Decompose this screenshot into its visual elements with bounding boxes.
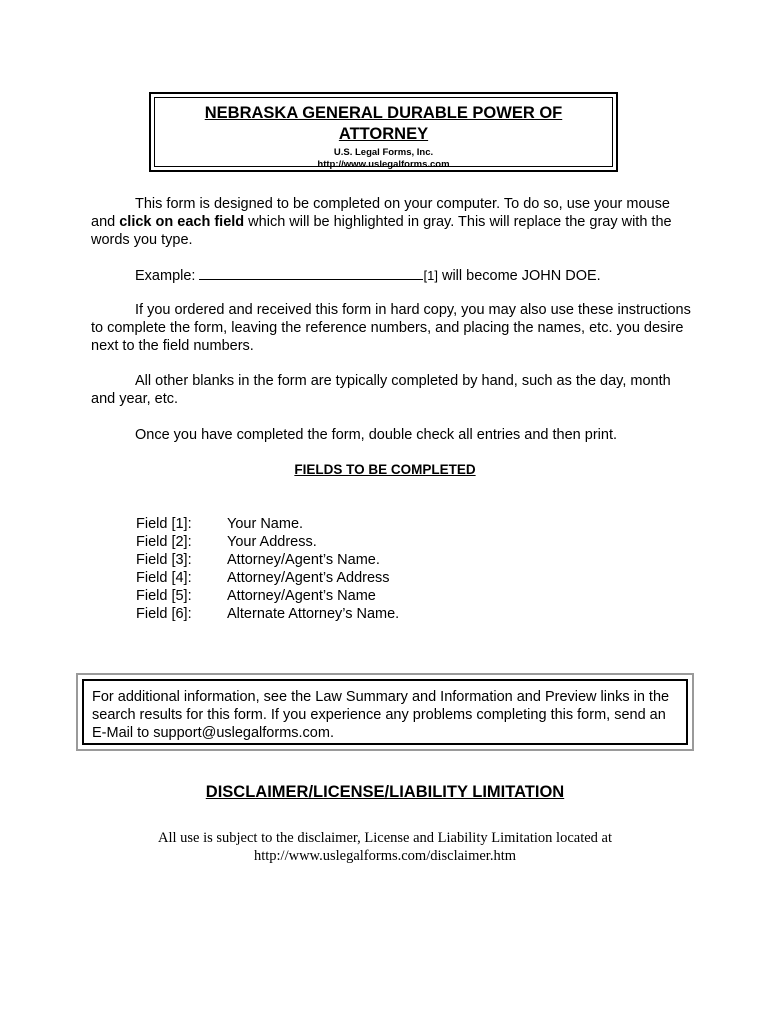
title-box: [149, 92, 618, 172]
disclaimer-url[interactable]: http://www.uslegalforms.com/disclaimer.htm: [253, 848, 517, 864]
instruction-emphasis: click on each field: [119, 214, 245, 230]
field-label: Field [4]:: [136, 570, 192, 586]
disclaimer-line: All use is subject to the disclaimer, License and Liability Limitation located at: [157, 830, 613, 846]
instruction-text: which will be highlighted in gray. This will replace the gray with the words you type.: [91, 214, 672, 248]
example-line: [135, 266, 601, 285]
fields-heading: FIELDS TO BE COMPLETED: [294, 462, 476, 477]
field-label: Field [1]:: [136, 516, 192, 532]
publisher-url[interactable]: http://www.uslegalforms.com: [317, 159, 450, 170]
info-box: [76, 673, 694, 751]
field-row: [136, 515, 399, 533]
instruction-text: This form is designed to be completed on your computer. To do so, use your mouse and: [91, 196, 670, 230]
field-label: Field [3]:: [136, 552, 192, 568]
instruction-paragraph-3: All other blanks in the form are typically completed by hand, such as the day, month and year, etc.: [91, 373, 671, 407]
field-row: [136, 587, 399, 605]
field-row: [136, 533, 399, 551]
field-row: [136, 551, 399, 569]
fields-list: [136, 515, 399, 623]
field-label: Field [2]:: [136, 534, 192, 550]
field-label: Field [5]:: [136, 588, 192, 604]
field-description: Attorney/Agent’s Name.: [227, 552, 380, 568]
example-result: will become JOHN DOE.: [437, 268, 601, 284]
field-label: Field [6]:: [136, 606, 192, 622]
title-box-inner: [154, 97, 613, 170]
example-blank-field: [199, 266, 423, 280]
instruction-paragraph-4: Once you have completed the form, double check all entries and then print.: [135, 427, 618, 443]
field-description: Attorney/Agent’s Name: [227, 588, 376, 604]
disclaimer-heading: DISCLAIMER/LICENSE/LIABILITY LIMITATION: [205, 783, 565, 801]
info-box-text: For additional information, see the Law Summary and Information and Preview links in the search results for this form. If you experience any problems completing this form, send an E-Mail to support@uslegalforms.com.: [82, 679, 688, 745]
example-field-number: [1]: [423, 268, 438, 283]
field-description: Your Address.: [227, 534, 317, 550]
field-description: Your Name.: [227, 516, 304, 532]
example-label: Example:: [135, 268, 200, 284]
document-title: NEBRASKA GENERAL DURABLE POWER OF ATTORNEY: [204, 104, 563, 143]
field-row: [136, 569, 399, 587]
field-row: [136, 605, 399, 623]
field-description: Alternate Attorney’s Name.: [227, 606, 400, 622]
disclaimer-text: [0, 829, 770, 865]
instruction-paragraph-1: [91, 195, 691, 249]
instruction-paragraph-2: If you ordered and received this form in hard copy, you may also use these instructions to complete the form, leaving the reference numbers, and placing the names, etc. you desire next to the field numbers.: [91, 302, 691, 354]
field-description: Attorney/Agent’s Address: [227, 570, 390, 586]
publisher-name: U.S. Legal Forms, Inc.: [333, 147, 434, 158]
